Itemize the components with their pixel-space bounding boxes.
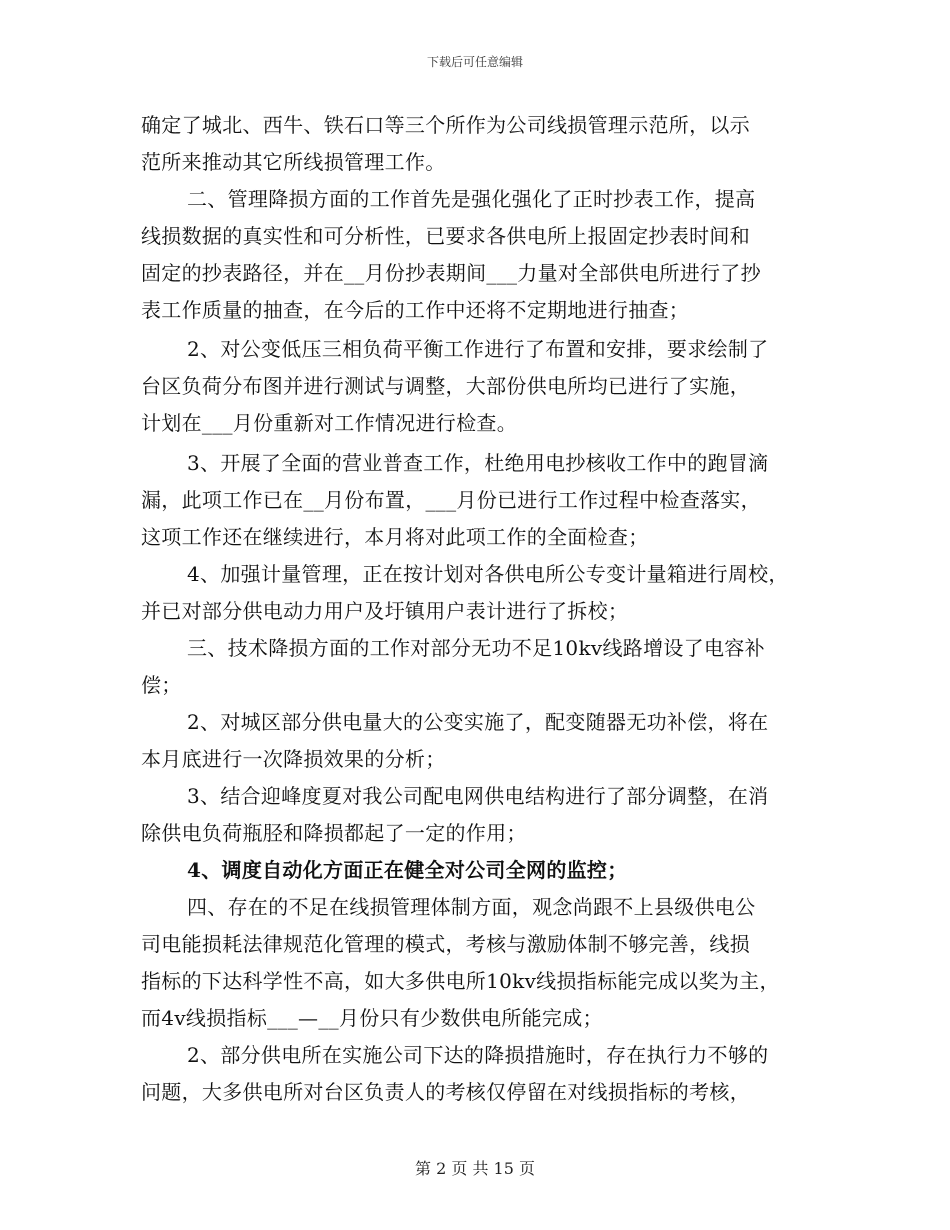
body-line: 三、技术降损方面的工作对部分无功不足10kv线路增设了电容补	[187, 636, 765, 660]
body-line: 固定的抄表路径，并在__月份抄表期间___力量对全部供电所进行了抄	[141, 261, 761, 285]
body-line: 四、存在的不足在线损管理体制方面，观念尚跟不上县级供电公	[187, 895, 756, 919]
body-line: 指标的下达科学性不高，如大多供电所10kv线损指标能完成以奖为主，	[141, 969, 780, 993]
body-line: 3、开展了全面的营业普查工作，杜绝用电抄核收工作中的跑冒滴	[187, 451, 769, 475]
body-line: 司电能损耗法律规范化管理的模式，考核与激励体制不够完善，线损	[141, 932, 750, 956]
body-line: 表工作质量的抽查，在今后的工作中还将不定期地进行抽查；	[141, 298, 690, 322]
body-line: 除供电负荷瓶胫和降损都起了一定的作用；	[141, 821, 527, 845]
body-line: 范所来推动其它所线损管理工作。	[141, 150, 446, 174]
body-line: 4、加强计量管理，正在按计划对各供电所公专变计量箱进行周校，	[187, 562, 789, 586]
body-line: 并已对部分供电动力用户及圩镇用户表计进行了拆校；	[141, 599, 629, 623]
body-line: 确定了城北、西牛、铁石口等三个所作为公司线损管理示范所，以示	[141, 113, 750, 137]
body-line: 这项工作还在继续进行，本月将对此项工作的全面检查；	[141, 525, 649, 549]
body-line: 2、对公变低压三相负荷平衡工作进行了布置和安排，要求绘制了	[187, 337, 769, 361]
page-number: 第 2 页 共 15 页	[415, 1159, 535, 1178]
body-line-bold: 4、调度自动化方面正在健全对公司全网的监控；	[187, 858, 628, 882]
body-line: 2、部分供电所在实施公司下达的降损措施时，存在执行力不够的	[187, 1043, 769, 1067]
body-line: 问题，大多供电所对台区负责人的考核仅停留在对线损指标的考核，	[141, 1080, 750, 1104]
body-line: 漏，此项工作已在__月份布置，___月份已进行工作过程中检查落实，	[141, 488, 761, 512]
body-line: 偿；	[141, 673, 182, 697]
body-line: 2、对城区部分供电量大的公变实施了，配变随器无功补偿，将在	[187, 710, 769, 734]
body-line: 本月底进行一次降损效果的分析；	[141, 747, 446, 771]
body-line: 计划在___月份重新对工作情况进行检查。	[141, 411, 517, 435]
page-header: 下载后可任意编辑	[426, 55, 523, 69]
body-line: 而4v线损指标___—__月份只有少数供电所能完成；	[141, 1006, 603, 1030]
body-line: 台区负荷分布图并进行测试与调整，大部份供电所均已进行了实施，	[141, 374, 750, 398]
body-line: 3、结合迎峰度夏对我公司配电网供电结构进行了部分调整，在消	[187, 784, 769, 808]
body-line: 线损数据的真实性和可分析性，已要求各供电所上报固定抄表时间和	[141, 224, 750, 248]
body-line: 二、管理降损方面的工作首先是强化强化了正时抄表工作，提高	[187, 187, 756, 211]
